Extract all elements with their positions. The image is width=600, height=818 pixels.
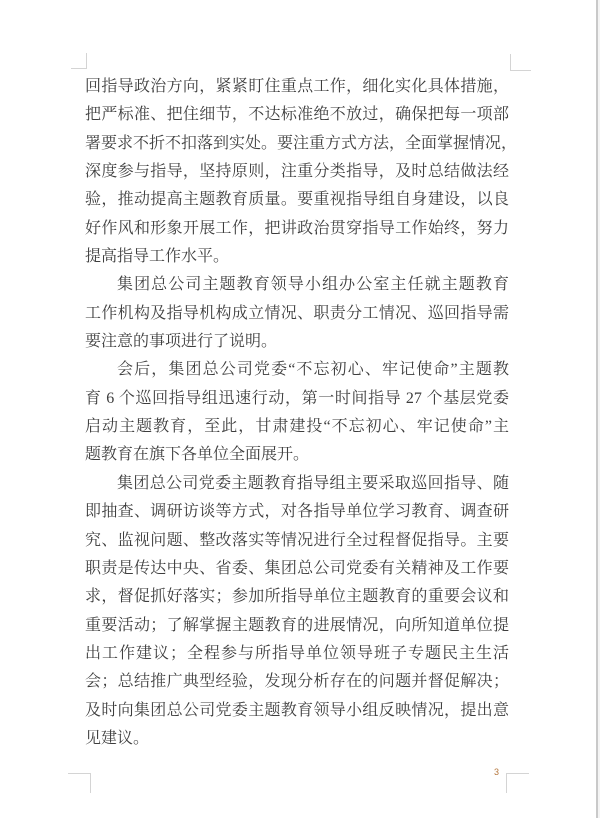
text-line: 出工作建议；全程参与所指导单位领导班子专题民主生活 [85, 644, 509, 662]
text-line: 题教育在旗下各单位全面展开。 [85, 446, 310, 464]
text-line: 提高指导工作水平。 [85, 248, 230, 266]
text-line: 及时向集团总公司党委主题教育领导小组反映情况，提出意 [85, 701, 509, 719]
page-number: 3 [494, 767, 500, 777]
text-line: 求，督促抓好落实；参加所指导单位主题教育的重要会议和 [85, 588, 509, 606]
text-line: 即抽查、调研访谈等方式，对各指导单位学习教育、调查研 [85, 503, 509, 521]
text-line: 深度参与指导，坚持原则，注重分类指导，及时总结做法经 [85, 163, 509, 181]
text-line: 好作风和形象开展工作，把讲政治贯穿指导工作始终，努力 [85, 219, 509, 237]
text-line: 启动主题教育，至此，甘肃建投“不忘初心、牢记使命”主 [85, 418, 509, 436]
margin-crop-mark-bottom-left [68, 773, 91, 793]
document-text-block [85, 73, 518, 753]
margin-crop-mark-top-left [71, 53, 87, 69]
text-line: 验，推动提高主题教育质量。要重视指导组自身建设，以良 [85, 191, 509, 209]
text-line: 回指导政治方向，紧紧盯住重点工作，细化实化具体措施， [85, 78, 509, 95]
text-line: 重要活动；了解掌握主题教育的进展情况，向所知道单位提 [85, 616, 509, 634]
text-line: 见建议。 [85, 729, 150, 747]
text-line: 把严标准、把住细节，不达标准绝不放过，确保把每一项部 [85, 106, 509, 124]
text-line: 究、监视问题、整改落实等情况进行全过程督促指导。主要 [85, 531, 509, 549]
margin-crop-mark-top-right [510, 54, 531, 71]
text-line: 职责是传达中央、省委、集团总公司党委有关精神及工作要 [85, 559, 509, 577]
text-line: 育 6 个巡回指导组迅速行动，第一时间指导 27 个基层党委 [85, 389, 509, 407]
text-line: 集团总公司主题教育领导小组办公室主任就主题教育 [117, 276, 509, 294]
text-line: 署要求不折不扣落到实处。要注重方式方法，全面掌握情况， [85, 134, 518, 152]
text-line: 集团总公司党委主题教育指导组主要采取巡回指导、随 [117, 474, 509, 492]
text-line: 要注意的事项进行了说明。 [85, 333, 278, 351]
text-line: 会；总结推广典型经验，发现分析存在的问题并督促解决； [85, 673, 509, 691]
margin-crop-mark-bottom-right [506, 773, 529, 793]
text-line: 会后，集团总公司党委“不忘初心、牢记使命”主题教 [117, 361, 509, 379]
text-line: 工作机构及指导机构成立情况、职责分工情况、巡回指导需 [85, 304, 509, 322]
